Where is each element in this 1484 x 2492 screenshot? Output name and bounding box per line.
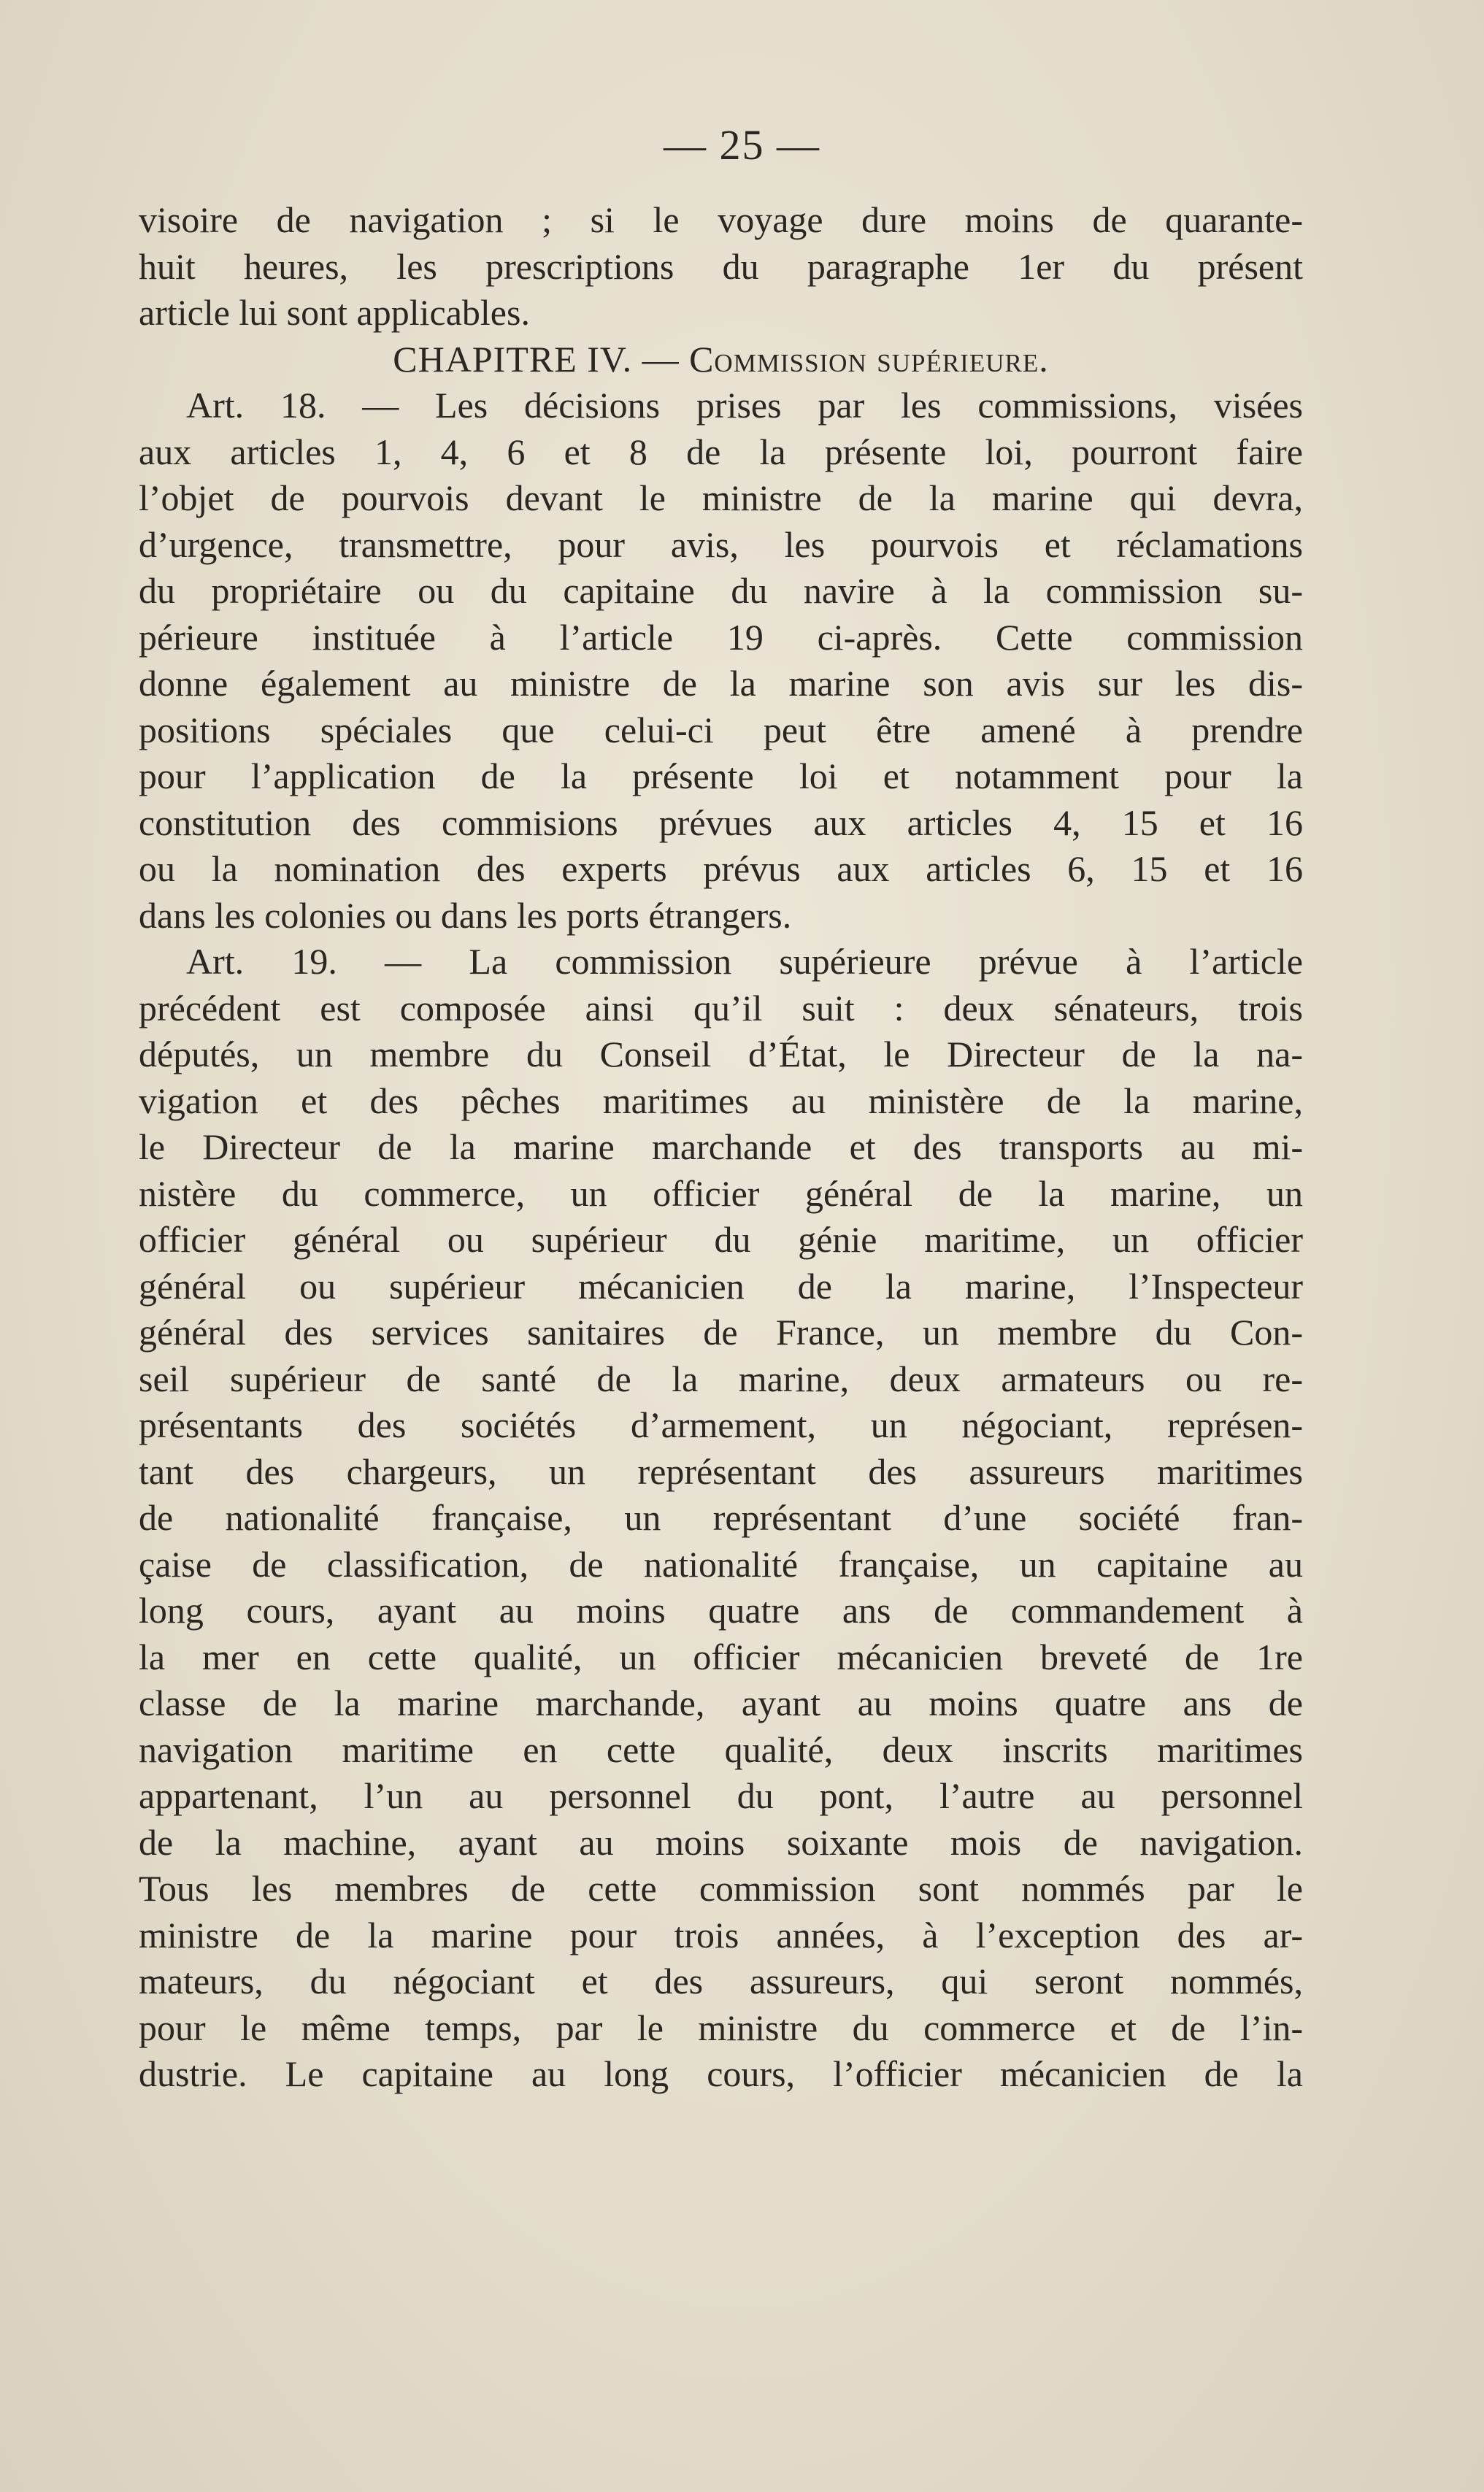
text-line: constitution des commisions prévues aux articles 4, 15 et 16 <box>139 801 1303 843</box>
chapter-heading: CHAPITRE IV. — Commission supérieure. <box>393 338 1049 380</box>
text-line: général des services sanitaires de France, un membre du Con- <box>139 1312 1303 1353</box>
text-line: d’urgence, transmettre, pour avis, les pourvois et réclamations <box>139 523 1303 565</box>
text-line: vigation et des pêches maritimes au ministère de la marine, <box>139 1080 1303 1121</box>
text-line: visoire de navigation ; si le voyage dure moins de quarante- <box>139 199 1303 240</box>
text-line: navigation maritime en cette qualité, deux inscrits maritimes <box>139 1728 1303 1770</box>
text-line: classe de la marine marchande, ayant au moins quatre ans de <box>139 1683 1303 1723</box>
text-line: du propriétaire ou du capitaine du navire à la commission su- <box>139 570 1303 611</box>
text-line: dans les colonies ou dans les ports étrangers. <box>139 894 792 936</box>
text-line: présentants des sociétés d’armement, un négociant, représen- <box>139 1404 1303 1445</box>
article-19-start: Art. 19. — La commission supérieure prévue à l’article <box>186 941 1303 982</box>
text-line: donne également au ministre de la marine son avis sur les dis- <box>139 663 1303 704</box>
text-line: dustrie. Le capitaine au long cours, l’officier mécanicien de la <box>139 2053 1303 2094</box>
text-line: officier général ou supérieur du génie maritime, un officier <box>139 1219 1303 1260</box>
text-line: positions spéciales que celui-ci peut être amené à prendre <box>139 709 1303 750</box>
text-line: aux articles 1, 4, 6 et 8 de la présente loi, pourront faire <box>139 431 1303 472</box>
text-line: ou la nomination des experts prévus aux articles 6, 15 et 16 <box>139 848 1303 889</box>
text-line: huit heures, les prescriptions du paragraphe 1er du présent <box>139 245 1303 287</box>
text-line: périeure instituée à l’article 19 ci-après. Cette commission <box>139 616 1303 658</box>
body-text <box>139 197 1303 2098</box>
text-line: nistère du commerce, un officier général de la marine, un <box>139 1172 1303 1214</box>
text-line: de la machine, ayant au moins soixante mois de navigation. <box>139 1821 1303 1863</box>
text-line: députés, un membre du Conseil d’État, le Directeur de la na- <box>139 1034 1303 1074</box>
text-line: ministre de la marine pour trois années, à l’exception des ar- <box>139 1914 1303 1955</box>
text-line: tant des chargeurs, un représentant des assureurs maritimes <box>139 1450 1303 1492</box>
text-line: précédent est composée ainsi qu’il suit : deux sénateurs, trois <box>139 987 1303 1028</box>
text-line: le Directeur de la marine marchande et des transports au mi- <box>139 1126 1303 1167</box>
text-line: l’objet de pourvois devant le ministre de la marine qui devra, <box>139 477 1303 518</box>
text-line: de nationalité française, un représentant d’une société fran- <box>139 1497 1303 1538</box>
page-number: — 25 — <box>664 121 820 169</box>
text-line: la mer en cette qualité, un officier mécanicien breveté de 1re <box>139 1636 1303 1677</box>
article-18-start: Art. 18. — Les décisions prises par les commissions, visées <box>186 385 1303 426</box>
text-line: pour l’application de la présente loi et notamment pour la <box>139 755 1303 796</box>
text-line: appartenant, l’un au personnel du pont, l’autre au personnel <box>139 1775 1303 1816</box>
text-line: général ou supérieur mécanicien de la marine, l’Inspecteur <box>139 1265 1303 1307</box>
text-line: seil supérieur de santé de la marine, deux armateurs ou re- <box>139 1358 1303 1399</box>
text-line: mateurs, du négociant et des assureurs, qui seront nommés, <box>139 1961 1303 2001</box>
text-line: pour le même temps, par le ministre du commerce et de l’in- <box>139 2007 1303 2048</box>
text-line: long cours, ayant au moins quatre ans de commandement à <box>139 1590 1303 1631</box>
text-line: Tous les membres de cette commission sont nommés par le <box>139 1868 1303 1909</box>
text-line: çaise de classification, de nationalité française, un capitaine au <box>139 1543 1303 1585</box>
text-line: article lui sont applicables. <box>139 292 530 333</box>
